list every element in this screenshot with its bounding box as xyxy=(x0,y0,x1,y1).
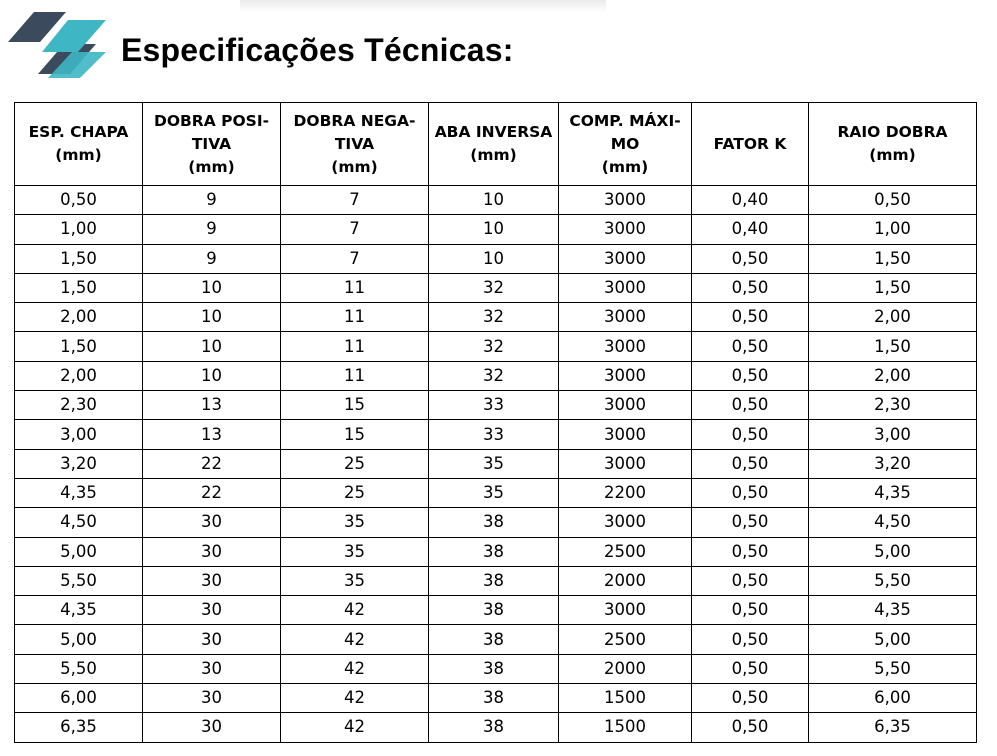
column-header-dobra-negativa xyxy=(281,103,429,186)
table-cell-comp-maximo: 3000 xyxy=(559,361,692,390)
column-header-line: COMP. MÁXI- xyxy=(569,111,681,130)
table-cell-raio-dobra: 5,50 xyxy=(809,566,977,595)
table-row xyxy=(15,537,977,566)
column-header-line: (mm) xyxy=(470,146,517,164)
table-cell-aba-inversa: 35 xyxy=(429,478,559,507)
table-cell-dobra-negativa: 15 xyxy=(281,391,429,420)
table-cell-dobra-positiva: 30 xyxy=(143,684,281,713)
table-cell-esp-chapa: 1,00 xyxy=(15,215,143,244)
table-cell-dobra-positiva: 30 xyxy=(143,625,281,654)
table-cell-dobra-positiva: 30 xyxy=(143,713,281,742)
table-cell-dobra-negativa: 42 xyxy=(281,596,429,625)
table-cell-esp-chapa: 4,35 xyxy=(15,478,143,507)
table-cell-raio-dobra: 6,00 xyxy=(809,684,977,713)
table-cell-raio-dobra: 3,20 xyxy=(809,449,977,478)
table-cell-fator-k: 0,50 xyxy=(692,244,809,273)
table-cell-fator-k: 0,50 xyxy=(692,508,809,537)
column-header-line: (mm) xyxy=(869,146,916,164)
company-logo xyxy=(8,8,112,80)
table-cell-fator-k: 0,50 xyxy=(692,303,809,332)
table-cell-dobra-positiva: 30 xyxy=(143,654,281,683)
column-header-line: MO xyxy=(610,134,640,153)
table-row xyxy=(15,215,977,244)
table-row xyxy=(15,684,977,713)
table-row xyxy=(15,391,977,420)
page-title: Especificações Técnicas: xyxy=(121,32,514,68)
table-header-row xyxy=(15,103,977,186)
table-cell-esp-chapa: 2,00 xyxy=(15,361,143,390)
table-cell-esp-chapa: 5,50 xyxy=(15,566,143,595)
table-cell-raio-dobra: 1,50 xyxy=(809,273,977,302)
table-cell-dobra-negativa: 42 xyxy=(281,684,429,713)
column-header-line: (mm) xyxy=(601,157,649,176)
column-header-line: RAIO DOBRA xyxy=(837,123,948,141)
table-cell-comp-maximo: 3000 xyxy=(559,420,692,449)
table-cell-dobra-negativa: 7 xyxy=(281,244,429,273)
table-cell-esp-chapa: 6,35 xyxy=(15,713,143,742)
table-row xyxy=(15,361,977,390)
table-cell-raio-dobra: 2,00 xyxy=(809,361,977,390)
table-cell-fator-k: 0,50 xyxy=(692,273,809,302)
table-cell-raio-dobra: 4,50 xyxy=(809,508,977,537)
table-row xyxy=(15,478,977,507)
column-header-fator-k xyxy=(692,103,809,186)
table-cell-dobra-negativa: 11 xyxy=(281,361,429,390)
table-cell-dobra-positiva: 13 xyxy=(143,391,281,420)
table-cell-fator-k: 0,50 xyxy=(692,713,809,742)
table-cell-esp-chapa: 5,50 xyxy=(15,654,143,683)
table-cell-raio-dobra: 1,50 xyxy=(809,244,977,273)
table-cell-fator-k: 0,50 xyxy=(692,654,809,683)
table-cell-comp-maximo: 3000 xyxy=(559,391,692,420)
table-row xyxy=(15,244,977,273)
table-cell-esp-chapa: 1,50 xyxy=(15,244,143,273)
table-cell-aba-inversa: 35 xyxy=(429,449,559,478)
table-cell-comp-maximo: 3000 xyxy=(559,596,692,625)
column-header-raio-dobra xyxy=(809,103,977,186)
table-row xyxy=(15,508,977,537)
table-cell-aba-inversa: 32 xyxy=(429,303,559,332)
table-cell-comp-maximo: 3000 xyxy=(559,215,692,244)
table-cell-dobra-positiva: 22 xyxy=(143,449,281,478)
column-header-dobra-positiva xyxy=(143,103,281,186)
table-cell-fator-k: 0,50 xyxy=(692,566,809,595)
table-row xyxy=(15,713,977,742)
table-cell-esp-chapa: 3,20 xyxy=(15,449,143,478)
column-header-esp-chapa xyxy=(15,103,143,186)
table-cell-esp-chapa: 6,00 xyxy=(15,684,143,713)
table-cell-dobra-positiva: 10 xyxy=(143,361,281,390)
table-cell-aba-inversa: 38 xyxy=(429,713,559,742)
column-header-line: DOBRA POSI- xyxy=(153,111,270,130)
table-cell-dobra-positiva: 22 xyxy=(143,478,281,507)
table-cell-fator-k: 0,50 xyxy=(692,478,809,507)
table-cell-fator-k: 0,50 xyxy=(692,537,809,566)
table-cell-esp-chapa: 4,35 xyxy=(15,596,143,625)
table-cell-aba-inversa: 33 xyxy=(429,391,559,420)
table-cell-dobra-negativa: 11 xyxy=(281,303,429,332)
table-cell-raio-dobra: 1,00 xyxy=(809,215,977,244)
table-cell-dobra-positiva: 10 xyxy=(143,303,281,332)
table-cell-raio-dobra: 5,00 xyxy=(809,625,977,654)
column-header-line: (mm) xyxy=(331,157,378,176)
table-cell-fator-k: 0,40 xyxy=(692,186,809,215)
table-cell-dobra-positiva: 30 xyxy=(143,508,281,537)
table-cell-aba-inversa: 38 xyxy=(429,596,559,625)
table-cell-dobra-negativa: 15 xyxy=(281,420,429,449)
table-cell-dobra-negativa: 35 xyxy=(281,537,429,566)
table-cell-comp-maximo: 2000 xyxy=(559,654,692,683)
column-header-line: ABA INVERSA xyxy=(434,123,553,141)
table-cell-dobra-negativa: 35 xyxy=(281,566,429,595)
table-cell-esp-chapa: 5,00 xyxy=(15,537,143,566)
table-row xyxy=(15,420,977,449)
column-header-line: FATOR K xyxy=(713,134,787,153)
table-cell-comp-maximo: 3000 xyxy=(559,449,692,478)
table-cell-raio-dobra: 4,35 xyxy=(809,478,977,507)
table-cell-dobra-positiva: 9 xyxy=(143,186,281,215)
table-cell-fator-k: 0,50 xyxy=(692,449,809,478)
table-cell-fator-k: 0,50 xyxy=(692,684,809,713)
table-cell-dobra-negativa: 42 xyxy=(281,713,429,742)
table-cell-raio-dobra: 0,50 xyxy=(809,186,977,215)
table-cell-aba-inversa: 10 xyxy=(429,215,559,244)
table-cell-aba-inversa: 38 xyxy=(429,654,559,683)
table-body xyxy=(15,186,977,743)
table-cell-fator-k: 0,50 xyxy=(692,596,809,625)
table-cell-aba-inversa: 32 xyxy=(429,273,559,302)
table-cell-comp-maximo: 2000 xyxy=(559,566,692,595)
table-cell-esp-chapa: 2,00 xyxy=(15,303,143,332)
table-cell-dobra-positiva: 30 xyxy=(143,566,281,595)
table-cell-aba-inversa: 33 xyxy=(429,420,559,449)
table-cell-aba-inversa: 32 xyxy=(429,361,559,390)
table-cell-raio-dobra: 4,35 xyxy=(809,596,977,625)
table-cell-dobra-negativa: 7 xyxy=(281,186,429,215)
table-row xyxy=(15,332,977,361)
table-cell-dobra-positiva: 13 xyxy=(143,420,281,449)
table-cell-comp-maximo: 3000 xyxy=(559,303,692,332)
table-cell-comp-maximo: 1500 xyxy=(559,684,692,713)
column-header-line: (mm) xyxy=(188,157,235,176)
table-cell-dobra-negativa: 7 xyxy=(281,215,429,244)
table-cell-esp-chapa: 1,50 xyxy=(15,332,143,361)
table-cell-comp-maximo: 2500 xyxy=(559,625,692,654)
table-cell-comp-maximo: 3000 xyxy=(559,186,692,215)
table-row xyxy=(15,566,977,595)
table-cell-comp-maximo: 3000 xyxy=(559,244,692,273)
table-cell-raio-dobra: 5,50 xyxy=(809,654,977,683)
table-cell-dobra-positiva: 30 xyxy=(143,596,281,625)
column-header-line: TIVA xyxy=(191,134,232,153)
table-cell-aba-inversa: 32 xyxy=(429,332,559,361)
table-row xyxy=(15,303,977,332)
table-cell-fator-k: 0,40 xyxy=(692,215,809,244)
table-cell-dobra-positiva: 30 xyxy=(143,537,281,566)
top-decorative-strip xyxy=(240,0,606,12)
table-cell-dobra-negativa: 25 xyxy=(281,449,429,478)
column-header-line: ESP. CHAPA xyxy=(28,123,129,141)
table-cell-raio-dobra: 5,00 xyxy=(809,537,977,566)
column-header-line: (mm) xyxy=(55,146,102,164)
table-cell-fator-k: 0,50 xyxy=(692,361,809,390)
column-header-line: DOBRA NEGA- xyxy=(293,111,416,130)
table-cell-comp-maximo: 2500 xyxy=(559,537,692,566)
table-cell-esp-chapa: 4,50 xyxy=(15,508,143,537)
table-cell-comp-maximo: 3000 xyxy=(559,508,692,537)
table-cell-aba-inversa: 38 xyxy=(429,625,559,654)
table-cell-raio-dobra: 6,35 xyxy=(809,713,977,742)
table-cell-dobra-positiva: 9 xyxy=(143,244,281,273)
table-cell-comp-maximo: 3000 xyxy=(559,273,692,302)
table-cell-aba-inversa: 38 xyxy=(429,508,559,537)
table-cell-aba-inversa: 38 xyxy=(429,566,559,595)
table-cell-aba-inversa: 38 xyxy=(429,684,559,713)
specifications-table xyxy=(14,102,977,743)
table-cell-fator-k: 0,50 xyxy=(692,332,809,361)
table-cell-raio-dobra: 2,00 xyxy=(809,303,977,332)
table-cell-dobra-negativa: 25 xyxy=(281,478,429,507)
table-cell-dobra-positiva: 9 xyxy=(143,215,281,244)
table-cell-aba-inversa: 10 xyxy=(429,244,559,273)
table-cell-dobra-negativa: 42 xyxy=(281,625,429,654)
table-cell-aba-inversa: 38 xyxy=(429,537,559,566)
column-header-comp-maximo xyxy=(559,103,692,186)
table-cell-dobra-negativa: 11 xyxy=(281,273,429,302)
table-cell-esp-chapa: 2,30 xyxy=(15,391,143,420)
column-header-aba-inversa xyxy=(429,103,559,186)
table-cell-dobra-positiva: 10 xyxy=(143,332,281,361)
table-cell-esp-chapa: 1,50 xyxy=(15,273,143,302)
table-cell-dobra-negativa: 42 xyxy=(281,654,429,683)
table-cell-esp-chapa: 3,00 xyxy=(15,420,143,449)
table-row xyxy=(15,186,977,215)
table-cell-esp-chapa: 0,50 xyxy=(15,186,143,215)
table-row xyxy=(15,449,977,478)
table-cell-dobra-positiva: 10 xyxy=(143,273,281,302)
table-cell-raio-dobra: 1,50 xyxy=(809,332,977,361)
table-row xyxy=(15,625,977,654)
table-row xyxy=(15,596,977,625)
table-cell-fator-k: 0,50 xyxy=(692,391,809,420)
table-cell-dobra-negativa: 11 xyxy=(281,332,429,361)
table-cell-esp-chapa: 5,00 xyxy=(15,625,143,654)
column-header-line: TIVA xyxy=(334,134,375,153)
table-cell-comp-maximo: 2200 xyxy=(559,478,692,507)
table-cell-comp-maximo: 3000 xyxy=(559,332,692,361)
table-cell-fator-k: 0,50 xyxy=(692,420,809,449)
table-cell-fator-k: 0,50 xyxy=(692,625,809,654)
table-row xyxy=(15,273,977,302)
table-row xyxy=(15,654,977,683)
table-cell-comp-maximo: 1500 xyxy=(559,713,692,742)
table-cell-raio-dobra: 3,00 xyxy=(809,420,977,449)
table-cell-aba-inversa: 10 xyxy=(429,186,559,215)
table-cell-dobra-negativa: 35 xyxy=(281,508,429,537)
table-cell-raio-dobra: 2,30 xyxy=(809,391,977,420)
